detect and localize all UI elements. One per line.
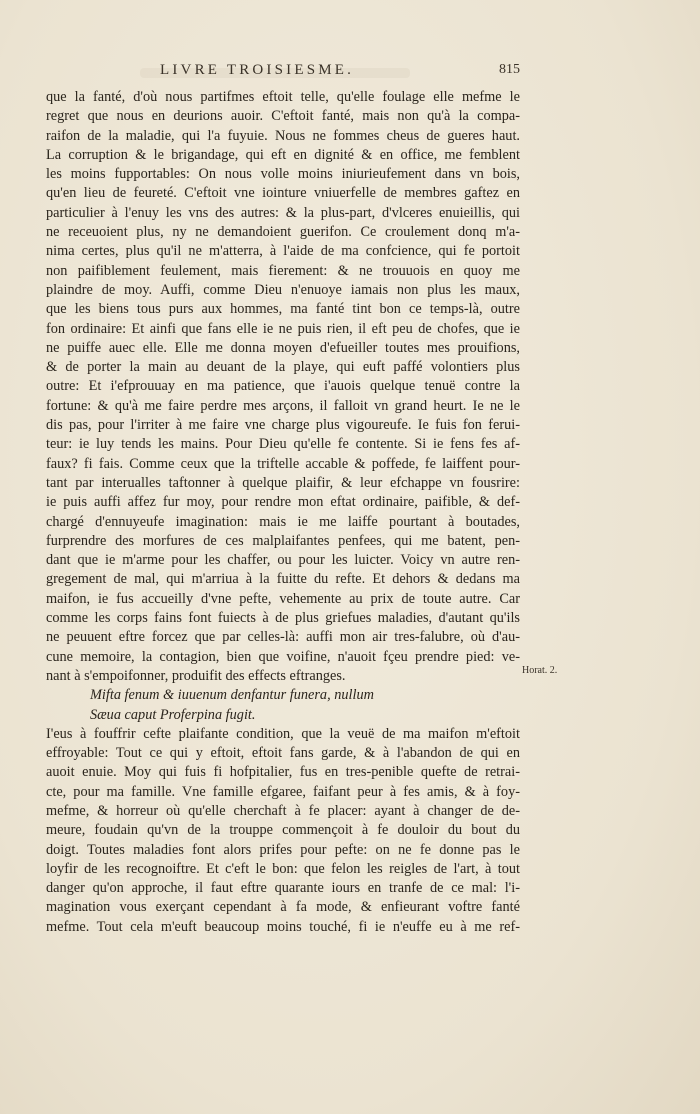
text-line: meure, foudain qu'vn de la trouppe commençoit à fe douloir du bout du (46, 822, 520, 839)
text-line: auoit enuie. Moy qui fuis fi hofpitalier, fus en tres-penible quefte de retrai- (46, 764, 520, 781)
text-line: mefme, & horreur où qu'elle cherchaft à fe placer: ayant à changer de de- (46, 802, 520, 819)
text-line: qu'en lieu de feureté. C'eftoit vne iointure vniuerfelle de membres gaftez en (46, 185, 520, 202)
text-line: loyfir de les recognoiftre. Et c'eft le bon: que felon les reigles de l'art, à tout (46, 860, 520, 877)
text-line: fon ordinaire: Et ainfi que fans elle ie ne puis rien, il eft peu de chofes, que ie (46, 320, 520, 337)
margin-note: Horat. 2. (522, 665, 558, 676)
text-line: que les biens tous purs aux hommes, ma fanté tint bon ce temps-là, outre (46, 301, 520, 318)
text-line: cune memoire, la contagion, bien que voifine, n'auoit fçeu prendre pied: ve- (46, 648, 520, 665)
page-number: 815 (499, 62, 520, 77)
text-line: non paifiblement feulement, mais fierement: & ne trouuois en quoy me (46, 262, 520, 279)
text-line: nima certes, plus qu'il ne m'atterra, à l'aide de ma confcience, qui fe portoit (46, 243, 520, 260)
text-line: que la fanté, d'où nous partifmes eftoit telle, qu'elle foulage elle mefme le (46, 89, 520, 105)
text-line: effroyable: Tout ce qui y eftoit, eftoit fans garde, & à l'abandon de qui en (46, 745, 520, 762)
page-header (40, 62, 520, 82)
text-line: I'eus à fouffrir cefte plaifante condition, que la veuë de ma maifon m'eftoit (46, 725, 520, 742)
text-line: & de porter la main au deuant de la playe, qui euft paffé volontiers plus (46, 359, 520, 376)
text-line: furprendre des morfures de ces malplaifantes penfees, qui me batent, pen- (46, 532, 520, 549)
text-line: ne puiffe auec elle. Elle me donna moyen d'efueiller toutes mes prouifions, (46, 339, 520, 356)
text-line: raifon de la maladie, qui l'a fuyuie. Nous ne fommes cheus de gueres haut. (46, 127, 520, 144)
text-line: cte, pour ma famille. Vne famille efgaree, faifant peur à fes amis, & à foy- (46, 783, 520, 800)
text-line: La corruption & le brigandage, qui eft en dignité & en office, me femblent (46, 146, 520, 163)
running-title: LIVRE TROISIESME. (160, 62, 355, 78)
text-line: comme les corps fains font fuiects à de plus griefues maladies, d'autant qu'ils (46, 610, 520, 627)
text-line: maifon, ie fus accueilly d'vne pefte, vehemente au prix de toute autre. Car (46, 590, 520, 607)
text-line: fortune: & qu'à me faire perdre mes arçons, il falloit vn grand heurt. Ie ne le (46, 397, 520, 414)
text-line: magination vous exerçant cependant à fa mode, & enfieurant voftre fanté (46, 899, 520, 916)
text-line: ne peuuent eftre forcez que par celles-là: auffi mon air tres-falubre, où d'au- (46, 629, 520, 646)
text-line: faux? fi fais. Comme ceux que la triftelle accable & poffede, fe laiffent pour- (46, 455, 520, 472)
verse-line: Sæua caput Proferpina fugit. (90, 706, 256, 723)
text-line: chargé d'ennuyeufe imagination: mais ie me laiffe pourtant à boutades, (46, 513, 520, 530)
text-line: tant par interualles taftonner à quelque plaifir, & leur efchappe vn fousrire: (46, 474, 520, 491)
text-line: dant que ie m'arme pour les chaffer, ou pour les luicter. Voicy vn autre ren- (46, 552, 520, 569)
text-line: nant à s'empoifonner, produifit des effects eftranges. (46, 667, 346, 684)
text-line: teur: ie luy tends les mains. Pour Dieu qu'elle fe contente. Si ie fens fes af- (46, 436, 520, 453)
text-line: regret que nous en deurions auoir. C'eftoit fanté, mais non qu'à la compa- (46, 108, 520, 125)
text-line: les moins fupportables: On nous volle moins iniurieufement dans vn bois, (46, 166, 520, 183)
body-text (46, 88, 520, 937)
text-line: gregement de mal, qui m'arriua à la fuitte du refte. Et dehors & dedans ma (46, 571, 520, 588)
text-line: danger qu'on approche, il faut eftre quarante iours en tranfe de ce mal: l'i- (46, 880, 520, 897)
text-line: particulier à l'enuy les vns des autres: & la plus-part, d'vlceres enuieillis, qui (46, 204, 520, 221)
text-line: dis pas, pour l'irriter à me faire vne charge plus vigoureufe. Ie fuis fon ferui- (46, 417, 520, 434)
text-line: ie puis auffi affez fur moy, pour rendre mon eftat ordinaire, paifible, & def- (46, 494, 520, 511)
text-line: plaindre de moy. Auffi, comme Dieu n'enuoye iamais non plus les maux, (46, 281, 520, 298)
text-line: ne receuoient plus, ny ne demandoient guerifon. Ce croulement donq m'a- (46, 224, 520, 241)
text-line: outre: Et i'efprouuay en ma patience, que i'auois quelque tenuë contre la (46, 378, 520, 395)
text-line: doigt. Toutes maladies font alors prifes pour pefte: on ne fe donne pas le (46, 841, 520, 858)
text-line: mefme. Tout cela m'euft beaucoup moins touché, fi ie n'euffe eu à me ref- (46, 918, 520, 935)
verse-line: Mifta fenum & iuuenum denfantur funera, nullum (90, 687, 374, 704)
